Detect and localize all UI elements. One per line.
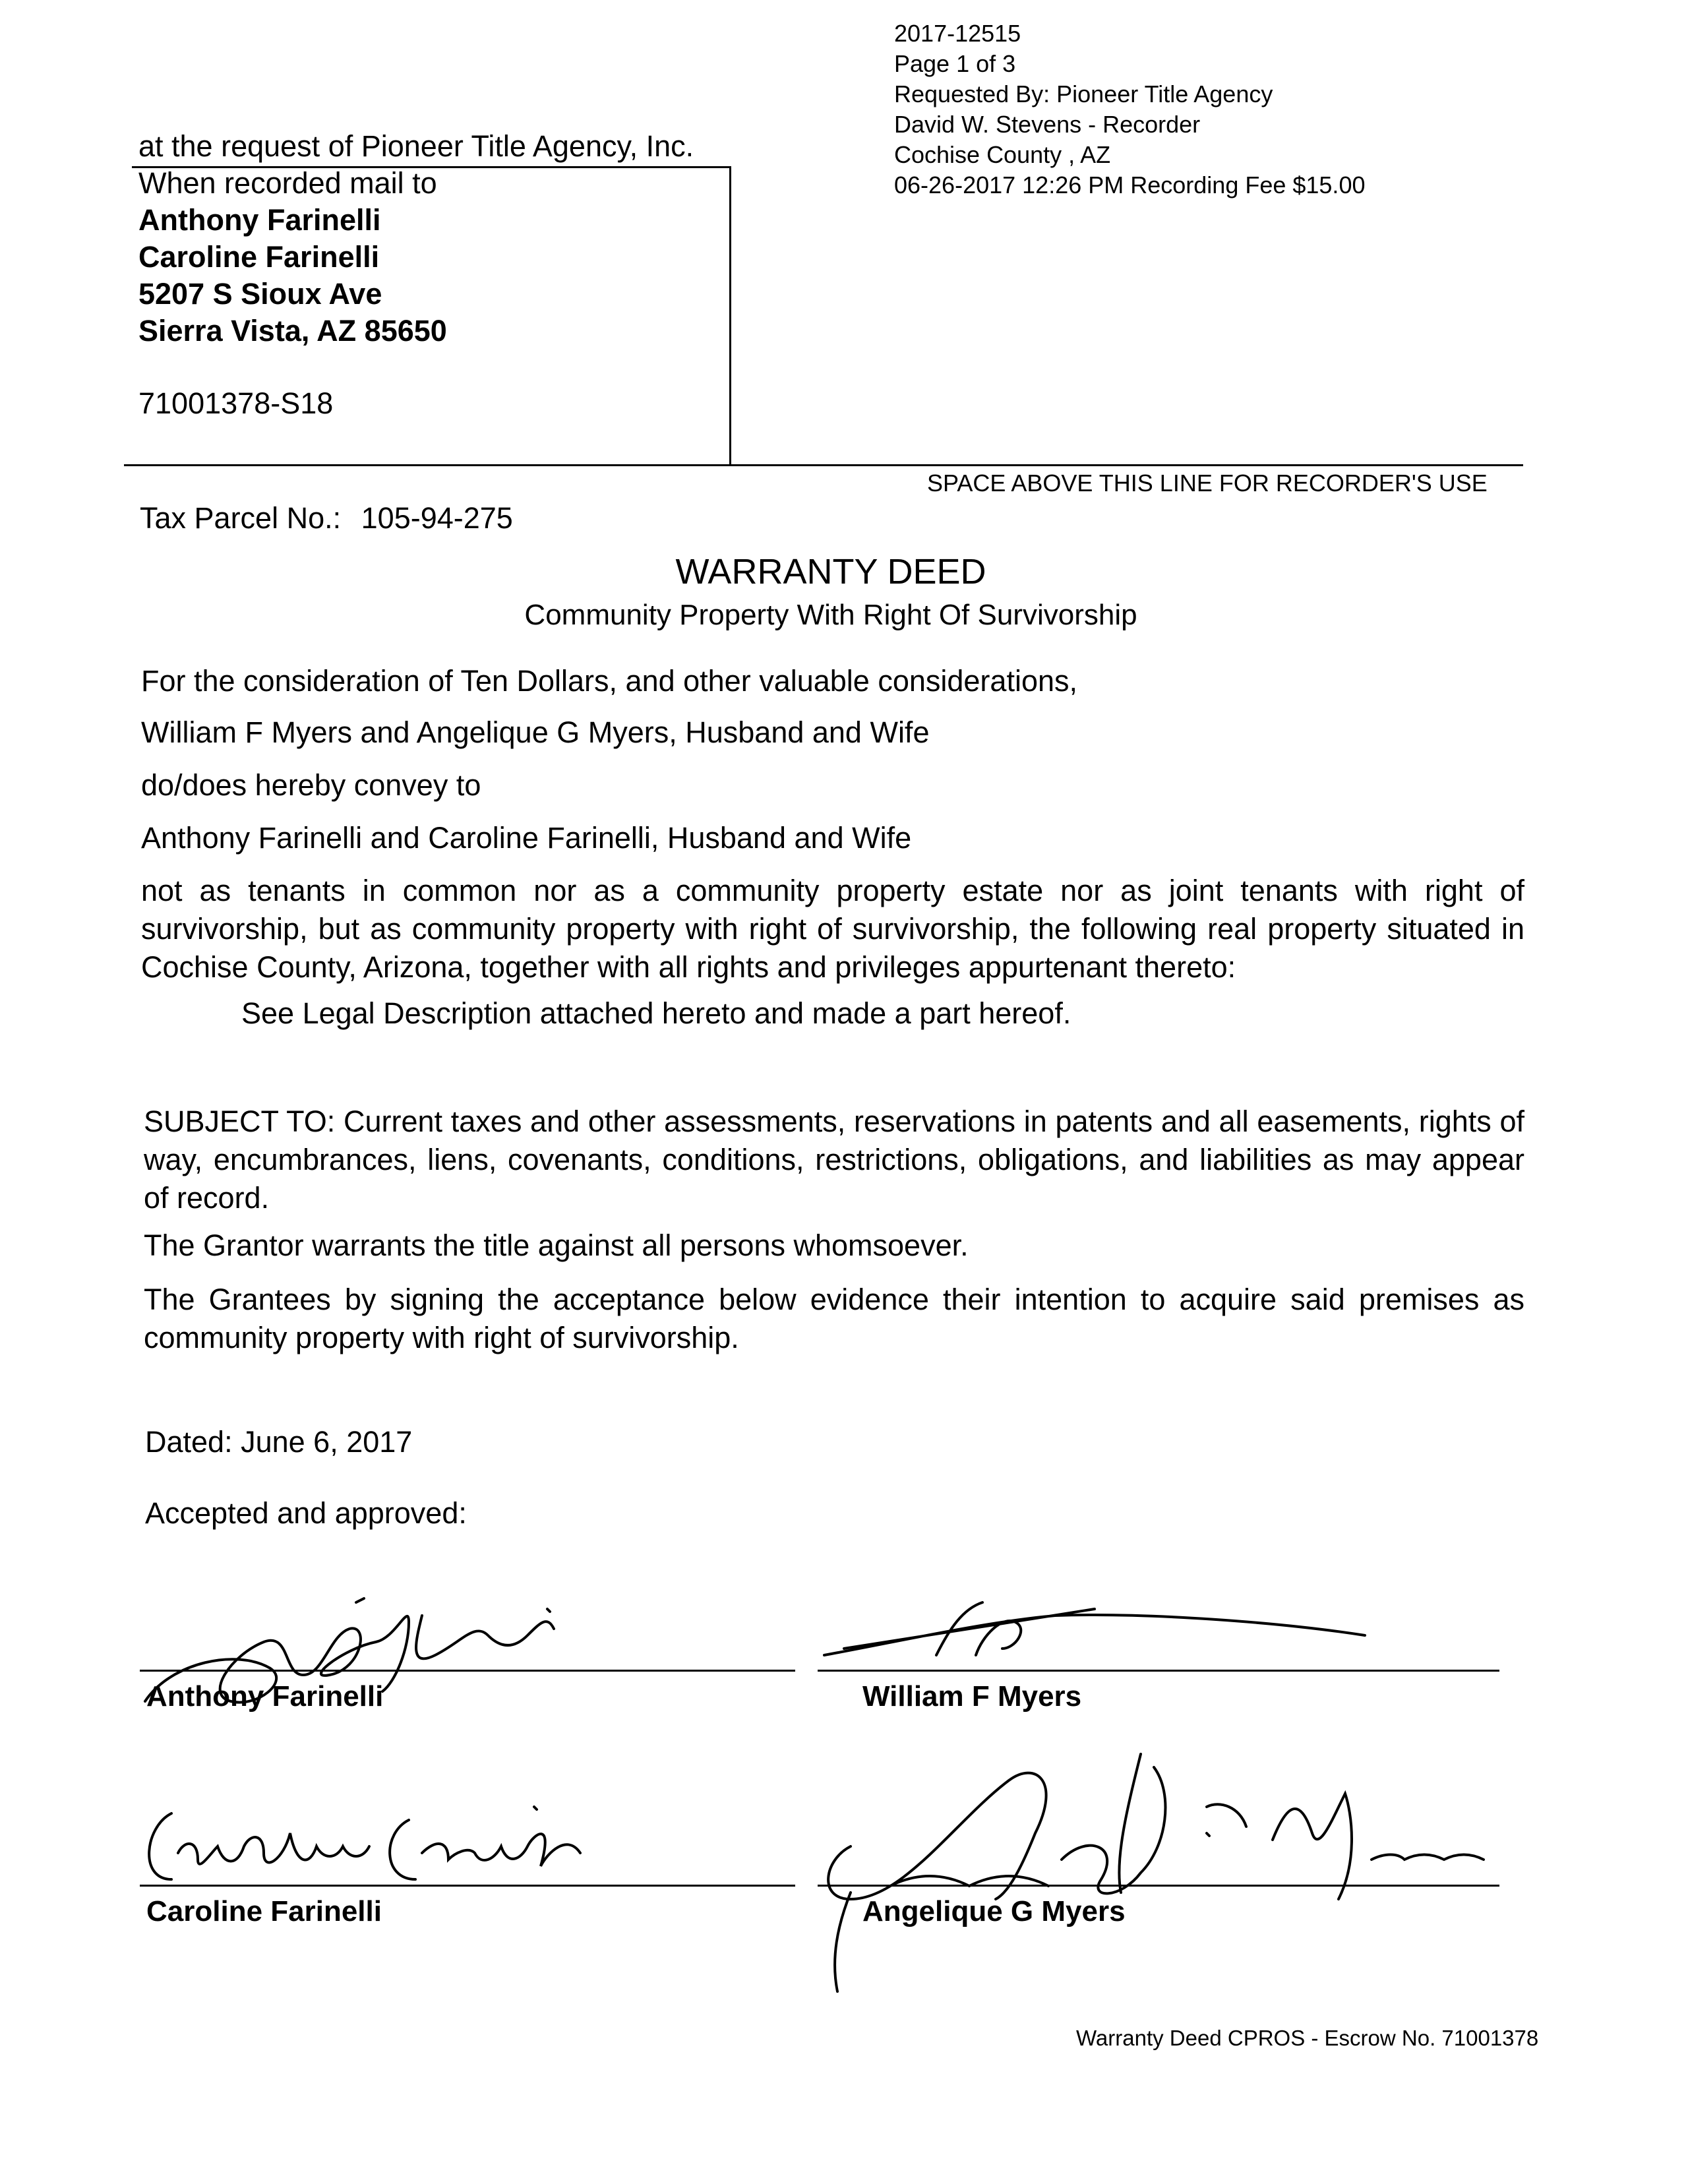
- convey-clause: do/does hereby convey to: [141, 768, 481, 802]
- warranty-clause: The Grantor warrants the title against all persons whomsoever.: [144, 1228, 969, 1262]
- deed-subtitle: Community Property With Right Of Survivorship: [524, 599, 1137, 631]
- mail-to-label: When recorded mail to: [138, 166, 437, 200]
- document-number: 2017-12515: [894, 20, 1021, 47]
- signature-william-myers: [818, 1589, 1398, 1668]
- dated-line: Dated: June 6, 2017: [145, 1425, 413, 1459]
- signature-caroline-farinelli: [132, 1794, 646, 1893]
- deed-title: WARRANTY DEED: [675, 552, 986, 592]
- recipient-1: Anthony Farinelli: [138, 203, 381, 237]
- page-count: Page 1 of 3: [894, 50, 1016, 77]
- street-address: 5207 S Sioux Ave: [138, 277, 382, 311]
- signature-line-angelique: [818, 1885, 1499, 1887]
- recorder-space-label: SPACE ABOVE THIS LINE FOR RECORDER'S USE: [927, 470, 1488, 497]
- recorder-name: David W. Stevens - Recorder: [894, 111, 1201, 138]
- county: Cochise County , AZ: [894, 141, 1111, 168]
- signer-anthony-farinelli: Anthony Farinelli: [146, 1680, 384, 1713]
- signer-angelique-myers: Angelique G Myers: [862, 1895, 1126, 1927]
- request-line: at the request of Pioneer Title Agency, Inc.: [138, 129, 694, 163]
- legal-description-reference: See Legal Description attached hereto and made a part hereof.: [241, 996, 1071, 1030]
- signer-william-myers: William F Myers: [862, 1680, 1082, 1713]
- escrow-reference: 71001378-S18: [138, 386, 334, 420]
- recorder-space-rule: [124, 464, 1523, 466]
- tax-parcel-number: 105-94-275: [361, 501, 513, 535]
- grantors: William F Myers and Angelique G Myers, Husband and Wife: [141, 715, 930, 749]
- signature-line-caroline: [140, 1885, 795, 1887]
- tax-parcel: [140, 501, 513, 535]
- tax-parcel-label: Tax Parcel No.:: [140, 501, 342, 535]
- subject-to-clause: SUBJECT TO: Current taxes and other assessments, reservations in patents and all easements, rights of way, encumbrances, liens, covenants, conditions, restrictions, obligations, and liabilities as may appear of record.: [144, 1105, 1524, 1215]
- acceptance-clause: The Grantees by signing the acceptance below evidence their intention to acquire said premises as community property with right of survivorship.: [144, 1283, 1524, 1354]
- grantees: Anthony Farinelli and Caroline Farinelli, Husband and Wife: [141, 821, 912, 855]
- consideration-clause: For the consideration of Ten Dollars, and other valuable considerations,: [141, 664, 1078, 698]
- city-state-zip: Sierra Vista, AZ 85650: [138, 314, 447, 348]
- signature-angelique-myers: [811, 1741, 1523, 1991]
- signer-caroline-farinelli: Caroline Farinelli: [146, 1895, 382, 1927]
- requested-by: Requested By: Pioneer Title Agency: [894, 80, 1273, 107]
- footer-escrow-reference: Warranty Deed CPROS - Escrow No. 71001378: [1076, 2026, 1539, 2050]
- recording-date-fee: 06-26-2017 12:26 PM Recording Fee $15.00: [894, 171, 1366, 198]
- signature-line-anthony: [140, 1670, 795, 1672]
- tenancy-clause: not as tenants in common nor as a community property estate nor as joint tenants with right of survivorship, but as community property with right of survivorship, the following real property situated in Cochise County, Arizona, together with all rights and privileges appurtenant thereto:: [141, 874, 1524, 984]
- accepted-line: Accepted and approved:: [145, 1496, 467, 1530]
- box-right-rule: [729, 166, 731, 466]
- recipient-2: Caroline Farinelli: [138, 240, 380, 274]
- signature-line-william: [818, 1670, 1499, 1672]
